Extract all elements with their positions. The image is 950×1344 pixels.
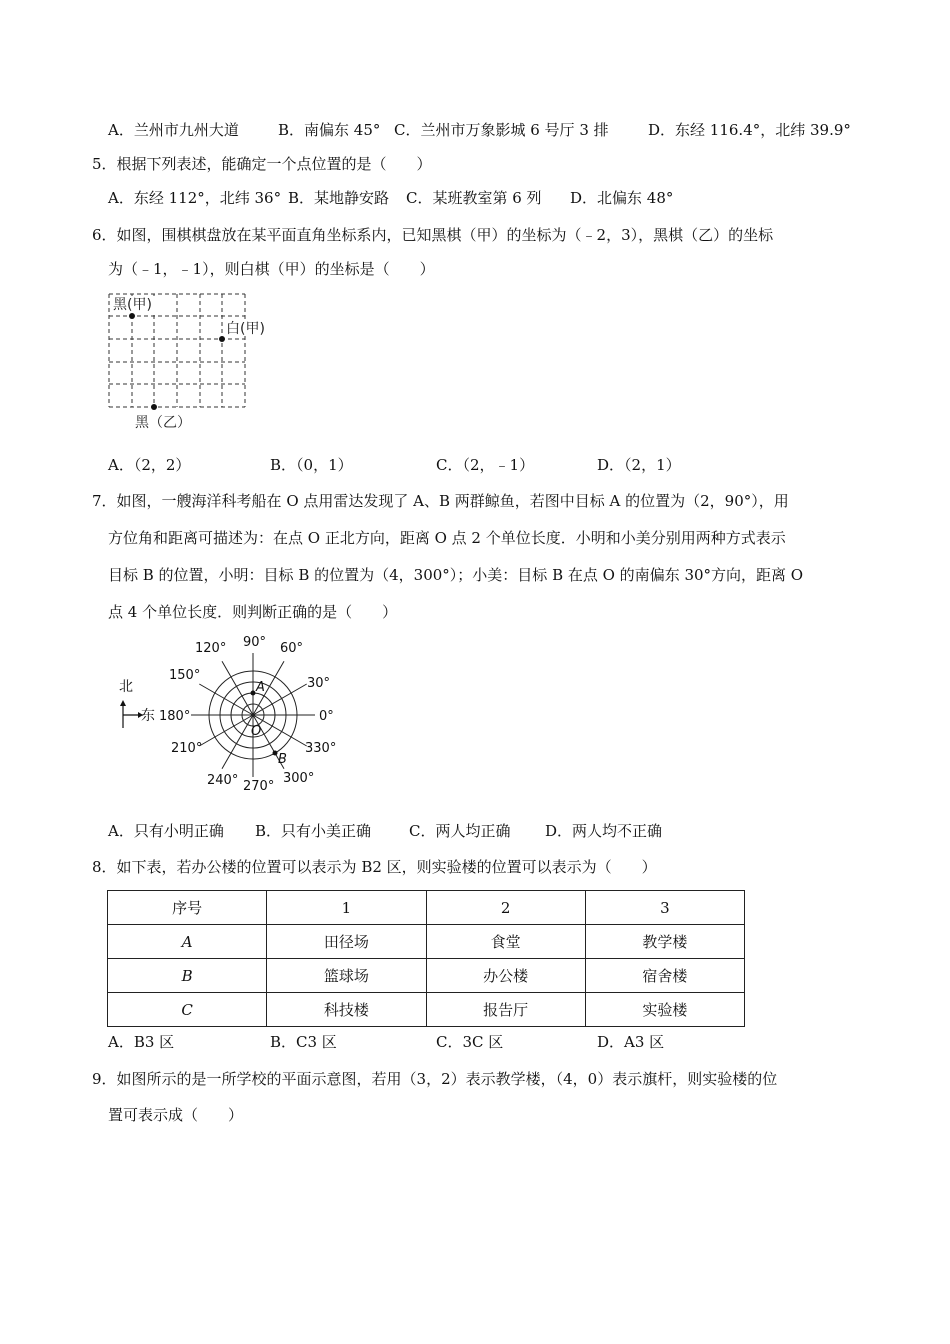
radar-point-b — [273, 751, 278, 756]
compass-icon — [119, 679, 155, 728]
table-cell: 篮球场 — [267, 959, 426, 993]
black-stone-b — [151, 404, 157, 410]
angle-label-60: 60° — [280, 641, 304, 656]
q9-stem-line1: 9．如图所示的是一所学校的平面示意图，若用（3，2）表示教学楼，（4，0）表示旗杆，则实验楼的位 — [92, 1070, 778, 1088]
q7-option-b: B．只有小美正确 — [255, 822, 372, 840]
location-table — [107, 890, 745, 1027]
angle-label-30: 30° — [307, 676, 331, 691]
black-stone-a-label: 黑(甲) — [113, 297, 152, 313]
angle-label-240: 240° — [207, 773, 239, 788]
go-board-figure — [100, 288, 300, 438]
angle-label-150: 150° — [169, 668, 201, 683]
black-stone-b-label: 黑（乙） — [135, 415, 191, 431]
table-cell: C — [108, 993, 267, 1027]
table-cell: 教学楼 — [585, 925, 744, 959]
table-header-cell: 序号 — [108, 891, 267, 925]
q4-option-d: D．东经 116.4°，北纬 39.9° — [648, 121, 851, 139]
q6-stem-line1: 6．如图，围棋棋盘放在某平面直角坐标系内，已知黑棋（甲）的坐标为（﹣2，3），黑棋（乙）的坐标 — [92, 226, 774, 244]
q5-option-b: B．某地静安路 — [288, 189, 390, 207]
table-row — [108, 925, 745, 959]
table-header-row — [108, 891, 745, 925]
north-label: 北 — [119, 679, 133, 695]
table-cell: A — [108, 925, 267, 959]
q7-stem-line1: 7．如图，一艘海洋科考船在 O 点用雷达发现了 A、B 两群鲸鱼，若图中目标 A 的位置为（2，90°），用 — [92, 492, 789, 510]
angle-label-210: 210° — [171, 741, 203, 756]
table-cell: 田径场 — [267, 925, 426, 959]
table-row — [108, 993, 745, 1027]
angle-label-300: 300° — [283, 771, 315, 786]
table-header-cell: 1 — [267, 891, 426, 925]
q5-option-a: A．东经 112°，北纬 36° — [108, 189, 282, 207]
radar-point-a-label: A — [256, 680, 265, 695]
q7-stem-line4: 点 4 个单位长度．则判断正确的是（ ） — [108, 603, 398, 621]
angle-label-270: 270° — [243, 779, 275, 794]
radar-rays — [191, 653, 315, 777]
q8-option-a: A．B3 区 — [108, 1033, 175, 1051]
q4-option-b: B．南偏东 45° — [278, 121, 381, 139]
q7-option-c: C．两人均正确 — [409, 822, 511, 840]
radar-origin-label: O — [251, 724, 262, 739]
angle-label-90: 90° — [243, 635, 267, 650]
q6-stem-line2: 为（﹣1，﹣1），则白棋（甲）的坐标是（ ） — [108, 260, 435, 278]
angle-label-0: 0° — [319, 709, 334, 724]
q6-option-c: C．（2，﹣1） — [436, 456, 535, 474]
q5-option-d: D．北偏东 48° — [570, 189, 674, 207]
angle-label-180: 180° — [159, 709, 191, 724]
white-stone-a — [219, 336, 225, 342]
q8-option-c: C．3C 区 — [436, 1033, 504, 1051]
table-header-cell: 3 — [585, 891, 744, 925]
q6-option-b: B．（0，1） — [270, 456, 353, 474]
table-row — [108, 959, 745, 993]
q7-option-a: A．只有小明正确 — [108, 822, 224, 840]
q7-option-d: D．两人均不正确 — [545, 822, 663, 840]
table-cell: B — [108, 959, 267, 993]
q9-stem-line2: 置可表示成（ ） — [108, 1106, 244, 1124]
q8-option-d: D．A3 区 — [597, 1033, 665, 1051]
table-cell: 报告厅 — [426, 993, 585, 1027]
q7-stem-line3: 目标 B 的位置，小明：目标 B 的位置为（4，300°）；小美：目标 B 在点 O 的南偏东 30°方向，距离 O — [108, 566, 804, 584]
angle-label-120: 120° — [195, 641, 227, 656]
east-label: 东 — [141, 708, 155, 724]
q4-option-c: C．兰州市万象影城 6 号厅 3 排 — [394, 121, 609, 139]
q7-stem-line2: 方位角和距离可描述为：在点 O 正北方向，距离 O 点 2 个单位长度．小明和小美分别用两种方式表示 — [108, 529, 786, 547]
radar-figure — [105, 628, 355, 798]
radar-point-a — [251, 691, 256, 696]
table-cell: 宿舍楼 — [585, 959, 744, 993]
table-cell: 科技楼 — [267, 993, 426, 1027]
q6-option-d: D．（2，1） — [597, 456, 681, 474]
q5-stem: 5．根据下列表述，能确定一个点位置的是（ ） — [92, 155, 432, 173]
table-cell: 办公楼 — [426, 959, 585, 993]
white-stone-a-label: 白(甲) — [226, 321, 265, 337]
table-cell: 实验楼 — [585, 993, 744, 1027]
radar-point-b-label: B — [278, 752, 287, 767]
q8-stem: 8．如下表，若办公楼的位置可以表示为 B2 区，则实验楼的位置可以表示为（ ） — [92, 858, 657, 876]
q5-option-c: C．某班教室第 6 列 — [406, 189, 542, 207]
black-stone-a — [129, 313, 135, 319]
q6-option-a: A．（2，2） — [108, 456, 191, 474]
q8-option-b: B．C3 区 — [270, 1033, 337, 1051]
angle-label-330: 330° — [305, 741, 337, 756]
q4-option-a: A．兰州市九州大道 — [108, 121, 239, 139]
table-header-cell: 2 — [426, 891, 585, 925]
table-cell: 食堂 — [426, 925, 585, 959]
